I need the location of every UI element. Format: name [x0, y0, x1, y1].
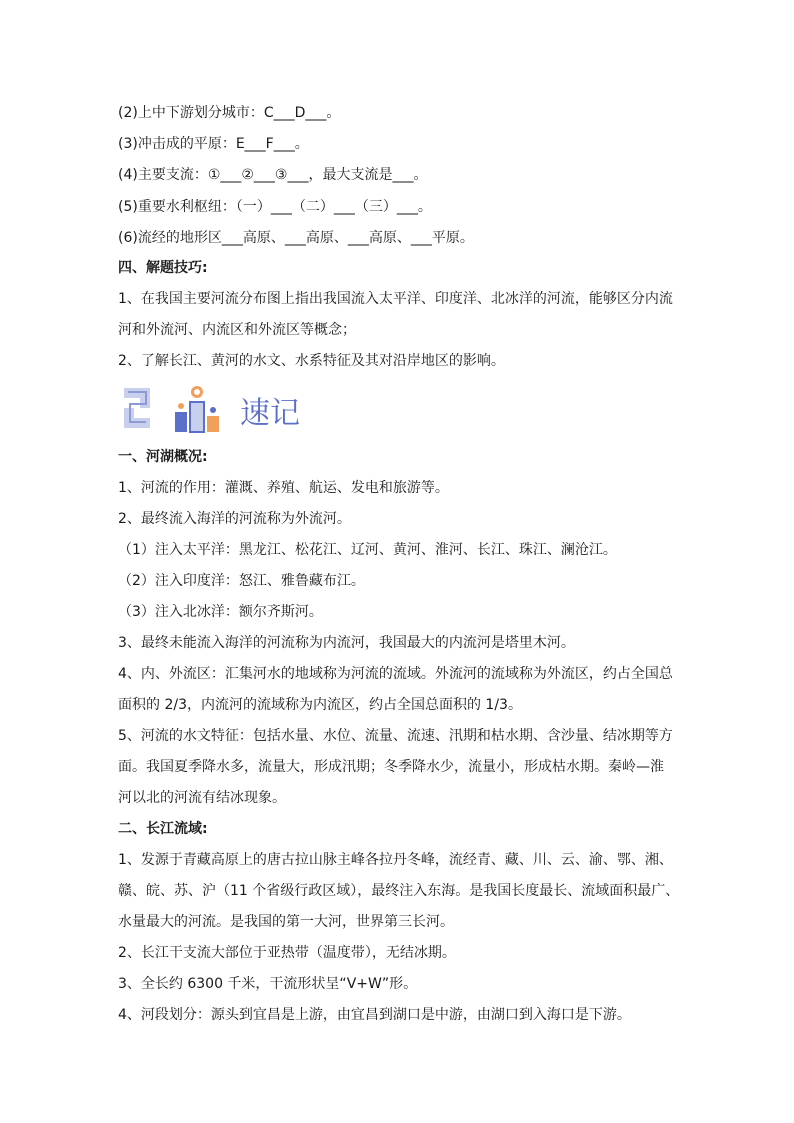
section-heading-yangtze: 二、长江流域:: [118, 821, 208, 837]
section-heading-rivers: 一、河湖概况:: [118, 449, 208, 465]
rivers-line-4b: 面积的 2/3，内流河的流域称为内流区，约占全国总面积的 1/3。: [118, 697, 522, 713]
exercise-line-5: (5)重要水利枢纽：（一）___（二）___（三）___。: [118, 199, 432, 215]
rivers-line-2-1: （1）注入太平洋：黑龙江、松花江、辽河、黄河、淮河、长江、珠江、澜沧江。: [118, 542, 617, 558]
yangtze-line-1c: 水量最大的河流。是我国的第一大河，世界第三长河。: [118, 914, 454, 930]
exercise-line-4: (4)主要支流：①___②___③___，最大支流是___。: [118, 167, 428, 183]
exercise-line-3: (3)冲击成的平原：E___F___。: [118, 136, 309, 152]
rivers-line-2-2: （2）注入印度洋：怒江、雅鲁藏布江。: [118, 573, 365, 589]
section-heading-tips: 四、解题技巧:: [118, 260, 208, 276]
yangtze-line-1a: 1、发源于青藏高原上的唐古拉山脉主峰各拉丹冬峰，流经青、藏、川、云、渝、鄂、湘、: [118, 852, 673, 868]
exercise-line-6: (6)流经的地形区___高原、___高原、___高原、___平原。: [118, 230, 474, 246]
section-badge-label: 速记: [240, 396, 300, 431]
rivers-line-2: 2、最终流入海洋的河流称为外流河。: [118, 511, 351, 527]
tips-line-1b: 河和外流河、内流区和外流区等概念；: [118, 322, 356, 338]
yangtze-line-2: 2、长江干支流大部位于亚热带（温度带），无结冰期。: [118, 945, 456, 961]
rivers-line-3: 3、最终未能流入海洋的河流称为内流河，我国最大的内流河是塔里木河。: [118, 635, 575, 651]
tips-line-1a: 1、在我国主要河流分布图上指出我国流入太平洋、印度洋、北冰洋的河流，能够区分内流: [118, 291, 673, 307]
rivers-line-4a: 4、内、外流区：汇集河水的地域称为河流的流域。外流河的流域称为外流区，约占全国总: [118, 666, 673, 682]
exercise-line-2: (2)上中下游划分城市：C___D___。: [118, 105, 341, 121]
rivers-line-5a: 5、河流的水文特征：包括水量、水位、流量、流速、汛期和枯水期、含沙量、结冰期等方: [118, 728, 673, 744]
rivers-line-5c: 河以北的河流有结冰现象。: [118, 790, 286, 806]
rivers-line-1: 1、河流的作用：灌溉、养殖、航运、发电和旅游等。: [118, 480, 449, 496]
rivers-line-5b: 面。我国夏季降水多，流量大，形成汛期；冬季降水少，流量小，形成枯水期。秦岭—淮: [118, 759, 664, 775]
yangtze-line-4: 4、河段划分：源头到宜昌是上游，由宜昌到湖口是中游，由湖口到入海口是下游。: [118, 1007, 631, 1023]
yangtze-line-1b: 赣、皖、苏、沪（11 个省级行政区域），最终注入东海。是我国长度最长、流域面积最广、: [118, 883, 680, 899]
rivers-line-2-3: （3）注入北冰洋：额尔齐斯河。: [118, 604, 323, 620]
yangtze-line-3: 3、全长约 6300 千米，干流形状呈“V+W”形。: [118, 976, 418, 992]
tips-line-2: 2、了解长江、黄河的水文、水系特征及其对沿岸地区的影响。: [118, 353, 505, 369]
